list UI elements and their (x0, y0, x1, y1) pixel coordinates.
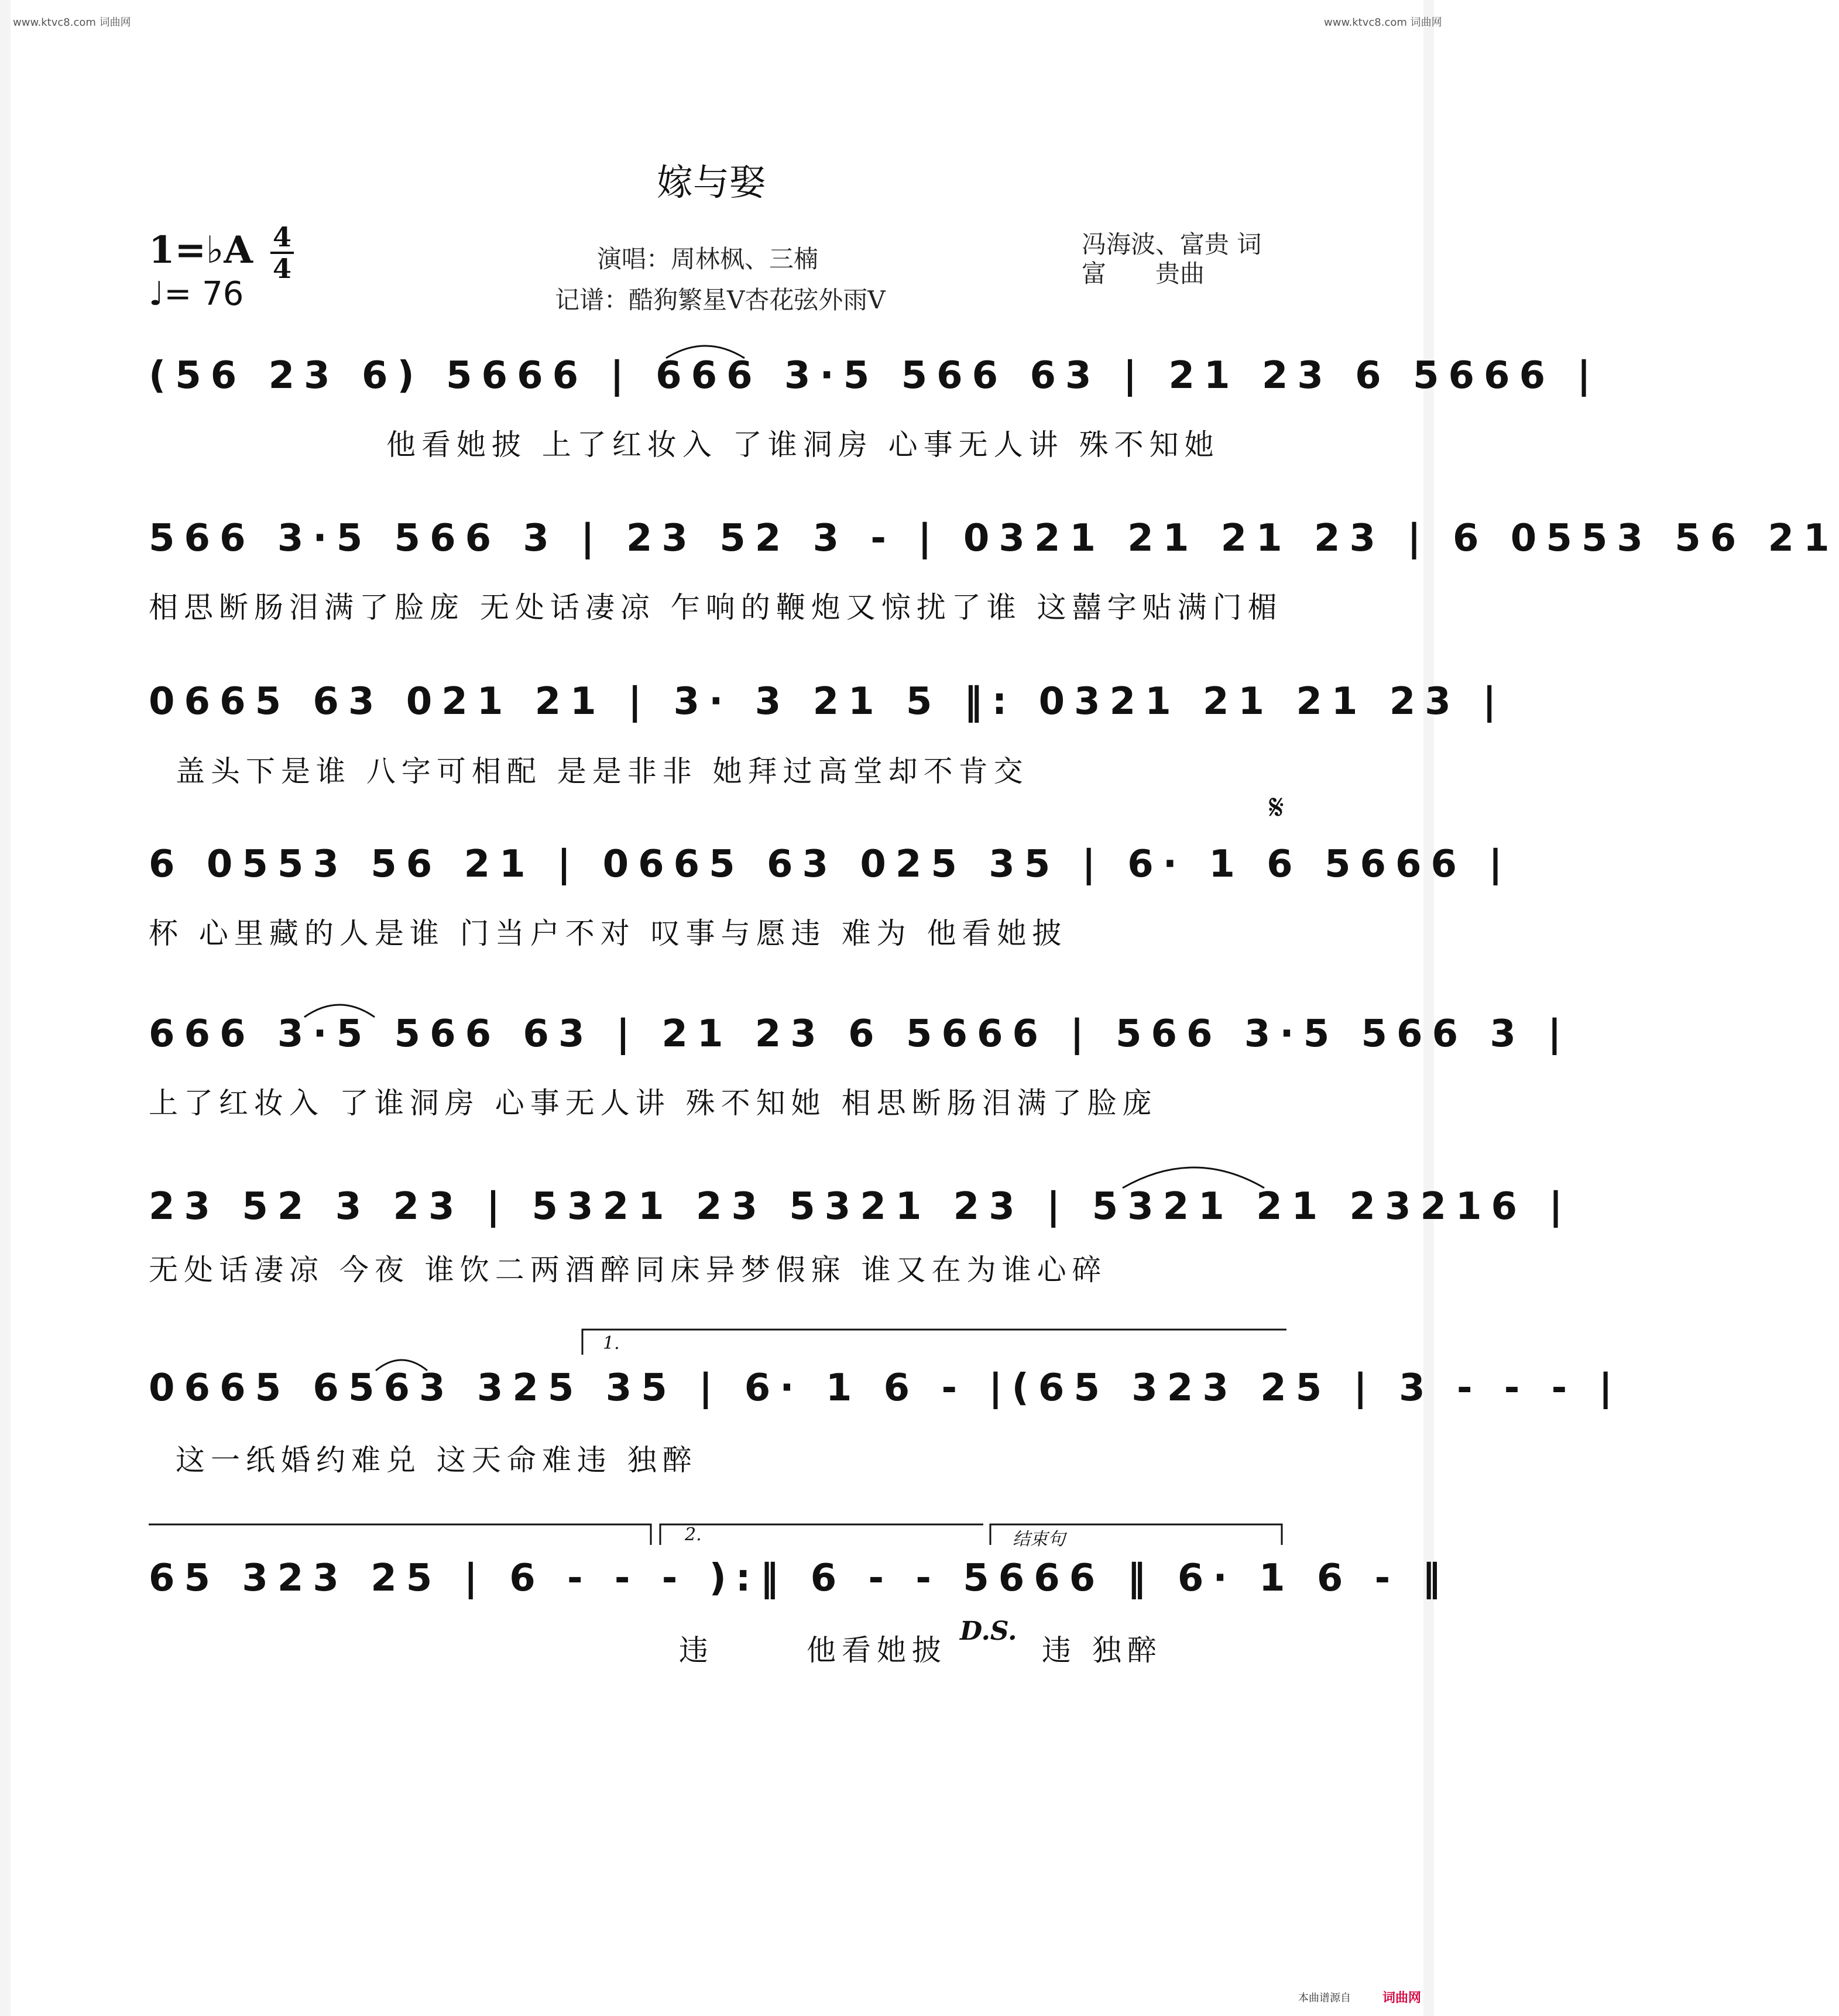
footer-logo: 词曲网 (1382, 1991, 1422, 2005)
score-line-8-lyrics-c: 违 独醉 (1042, 1633, 1162, 1667)
score-line-2-notes: 566 3·5 566 3 | 23 52 3 - | 0321 21 21 23 | 6 0553 56 21 (149, 517, 1839, 560)
score-line-3-lyrics: 盖头下是谁 八字可相配 是是非非 她拜过高堂却不肯交 (176, 754, 1029, 788)
score-line-2-lyrics: 相思断肠泪满了脸庞 无处话凄凉 乍响的鞭炮又惊扰了谁 这囍字贴满门楣 (149, 590, 1283, 624)
score-line-5-notes: 666 3·5 566 63 | 21 23 6 5666 | 566 3·5 566 3 | (149, 1012, 1571, 1056)
site-tag-right: www.ktvc8.com 词曲网 (1324, 16, 1442, 29)
score-line-8-lyrics-a: 违 (679, 1633, 714, 1667)
transcriber-credit: 记谱：酷狗繁星V杏花弦外雨V (555, 286, 886, 314)
song-title: 嫁与娶 (657, 161, 766, 204)
score-line-1-lyrics: 他看她披 上了红妆入 了谁洞房 心事无人讲 殊不知她 (386, 428, 1220, 462)
score-line-8-lyrics-b: 他看她披 (807, 1633, 947, 1667)
composer-credit: 富 贵曲 (1082, 259, 1205, 288)
segno-sign: 𝄋 (1269, 787, 1284, 828)
site-tag-left: www.ktvc8.com 词曲网 (13, 16, 131, 29)
score-line-6-lyrics: 无处话凄凉 今夜 谁饮二两酒醉同床异梦假寐 谁又在为谁心碎 (149, 1253, 1107, 1287)
score-line-6-notes: 23 52 3 23 | 5321 23 5321 23 | 5321 21 23216 | (149, 1185, 1572, 1228)
score-line-4-notes: 6 0553 56 21 | 0665 63 025 35 | 6· 1 6 5666 | (149, 843, 1512, 886)
lyricist-credit: 冯海波、富贵 词 (1082, 230, 1262, 259)
score-line-3-notes: 0665 63 021 21 | 3· 3 21 5 ‖: 0321 21 21 23 | (149, 680, 1506, 723)
ending-label: 结束句 (1013, 1529, 1065, 1550)
score-line-7-notes: 0665 6563 325 35 | 6· 1 6 - |(65 323 25 | 3 - - - | (149, 1366, 1622, 1410)
score-line-4-lyrics: 杯 心里藏的人是谁 门当户不对 叹事与愿违 难为 他看她披 (149, 916, 1068, 950)
score-line-7-lyrics: 这一纸婚约难兑 这天命难违 独醉 (176, 1443, 698, 1477)
footer-note: 本曲谱源自 (1298, 1992, 1351, 2004)
volta-2-label: 2. (685, 1524, 702, 1545)
score-line-8-notes: 65 323 25 | 6 - - - ):‖ 6 - - 5666 ‖ 6· 1 6 - ‖ (149, 1557, 1450, 1600)
tempo-mark: ♩= 76 (149, 275, 244, 313)
score-line-5-lyrics: 上了红妆入 了谁洞房 心事无人讲 殊不知她 相思断肠泪满了脸庞 (149, 1086, 1158, 1120)
key-signature: 1=♭A (149, 228, 253, 272)
meter-bottom: 4 (272, 253, 291, 284)
score-line-1-notes: (56 23 6) 5666 | 666 3·5 566 63 | 21 23 6 5666 | (149, 354, 1600, 397)
meter-top: 4 (272, 221, 291, 253)
volta-1-label: 1. (603, 1333, 620, 1354)
dal-segno-mark: D.S. (960, 1616, 1017, 1646)
singer-credit: 演唱：周林枫、三楠 (597, 245, 819, 273)
